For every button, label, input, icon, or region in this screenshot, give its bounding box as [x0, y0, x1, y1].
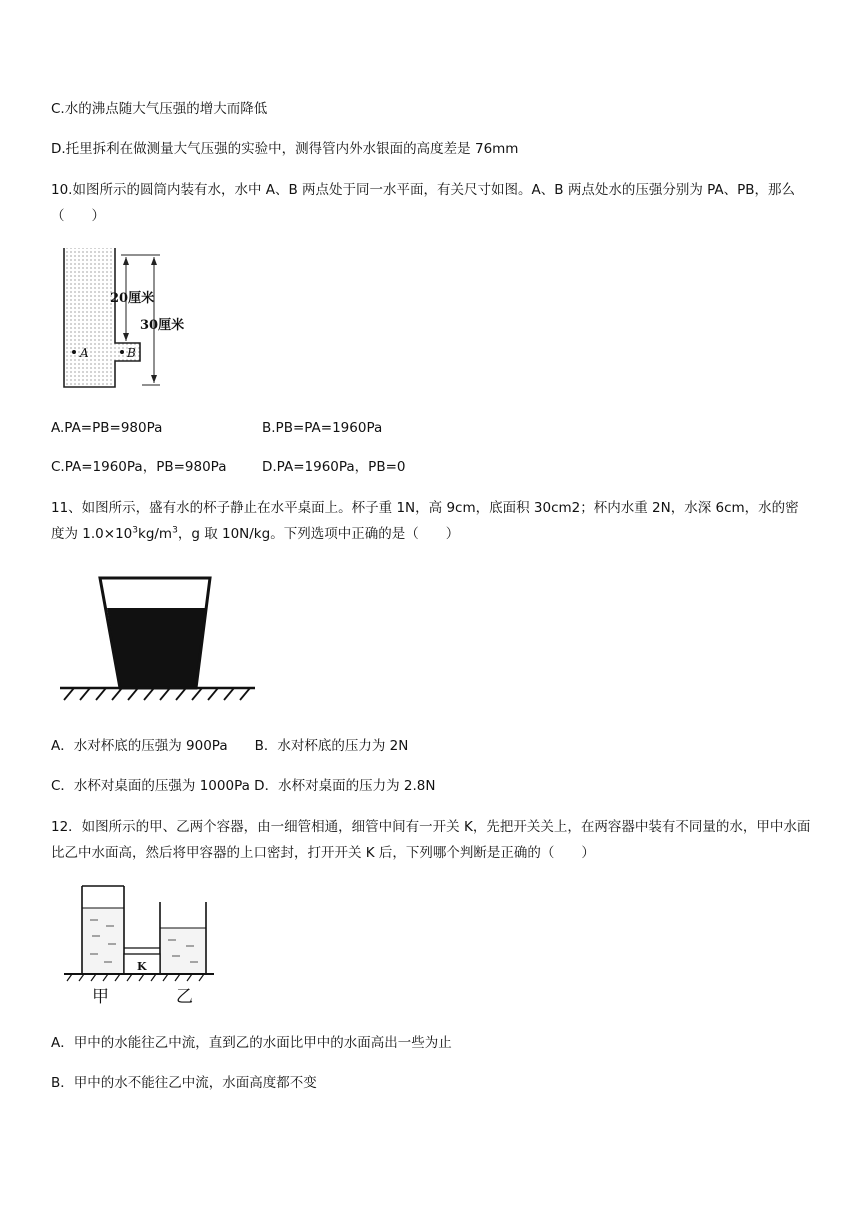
figure-10-cylinder	[50, 243, 200, 393]
option-d-q9: D.托里拆利在做测量大气压强的实验中，测得管内外水银面的高度差是 76mm	[51, 141, 519, 157]
q11-text-3: ，g 取 10N/kg。下列选项中正确的是（ ）	[177, 526, 460, 542]
option-b-q10: B.PB=PA=1960Pa	[262, 420, 383, 436]
figure-12-containers	[64, 882, 224, 1012]
option-d-q10: D.PA=1960Pa，PB=0	[262, 459, 406, 475]
label-20cm: 20厘米	[110, 291, 155, 306]
label-k: K	[137, 960, 147, 973]
options-cd-q11: C．水杯对桌面的压强为 1000Pa D．水杯对桌面的压力为 2.8N	[51, 778, 436, 794]
label-a: A	[80, 346, 89, 360]
q11-exp-2: 3	[172, 525, 178, 536]
label-b: B	[127, 346, 136, 360]
label-yi: 乙	[176, 987, 193, 1007]
option-b-q12: B．甲中的水不能往乙中流，水面高度都不变	[51, 1075, 317, 1091]
label-jia: 甲	[92, 987, 109, 1007]
question-11	[51, 495, 811, 547]
question-12: 12．如图所示的甲、乙两个容器，由一细管相通，细管中间有一开关 K，先把开关关上，在两容器中装有不同量的水，甲中水面比乙中水面高，然后将甲容器的上口密封，打开开关 K 后，下列哪个判断是正确的（ ）	[51, 819, 811, 861]
option-c-q10: C.PA=1960Pa，PB=980Pa	[51, 459, 227, 475]
q11-text-1: 11、如图所示，盛有水的杯子静止在水平桌面上。杯子重 1N，高 9cm，底面积 30cm2；杯内水重 2N，水深 6cm，水的密度为 1.0×10	[51, 500, 799, 542]
option-a-q12: A．甲中的水能往乙中流，直到乙的水面比甲中的水面高出一些为止	[51, 1035, 452, 1051]
q11-exp-1: 3	[132, 525, 138, 536]
options-ab-q11: A．水对杯底的压强为 900Pa B．水对杯底的压力为 2N	[51, 738, 409, 754]
question-10: 10.如图所示的圆筒内装有水，水中 A、B 两点处于同一水平面，有关尺寸如图。A、B 两点处水的压强分别为 PA、PB，那么（ ）	[51, 182, 796, 224]
label-30cm: 30厘米	[140, 318, 185, 333]
q11-text-2: kg/m	[138, 526, 173, 542]
option-c-q9: C.水的沸点随大气压强的增大而降低	[51, 101, 268, 117]
figure-11-cup	[60, 570, 260, 710]
option-a-q10: A.PA=PB=980Pa	[51, 420, 163, 436]
